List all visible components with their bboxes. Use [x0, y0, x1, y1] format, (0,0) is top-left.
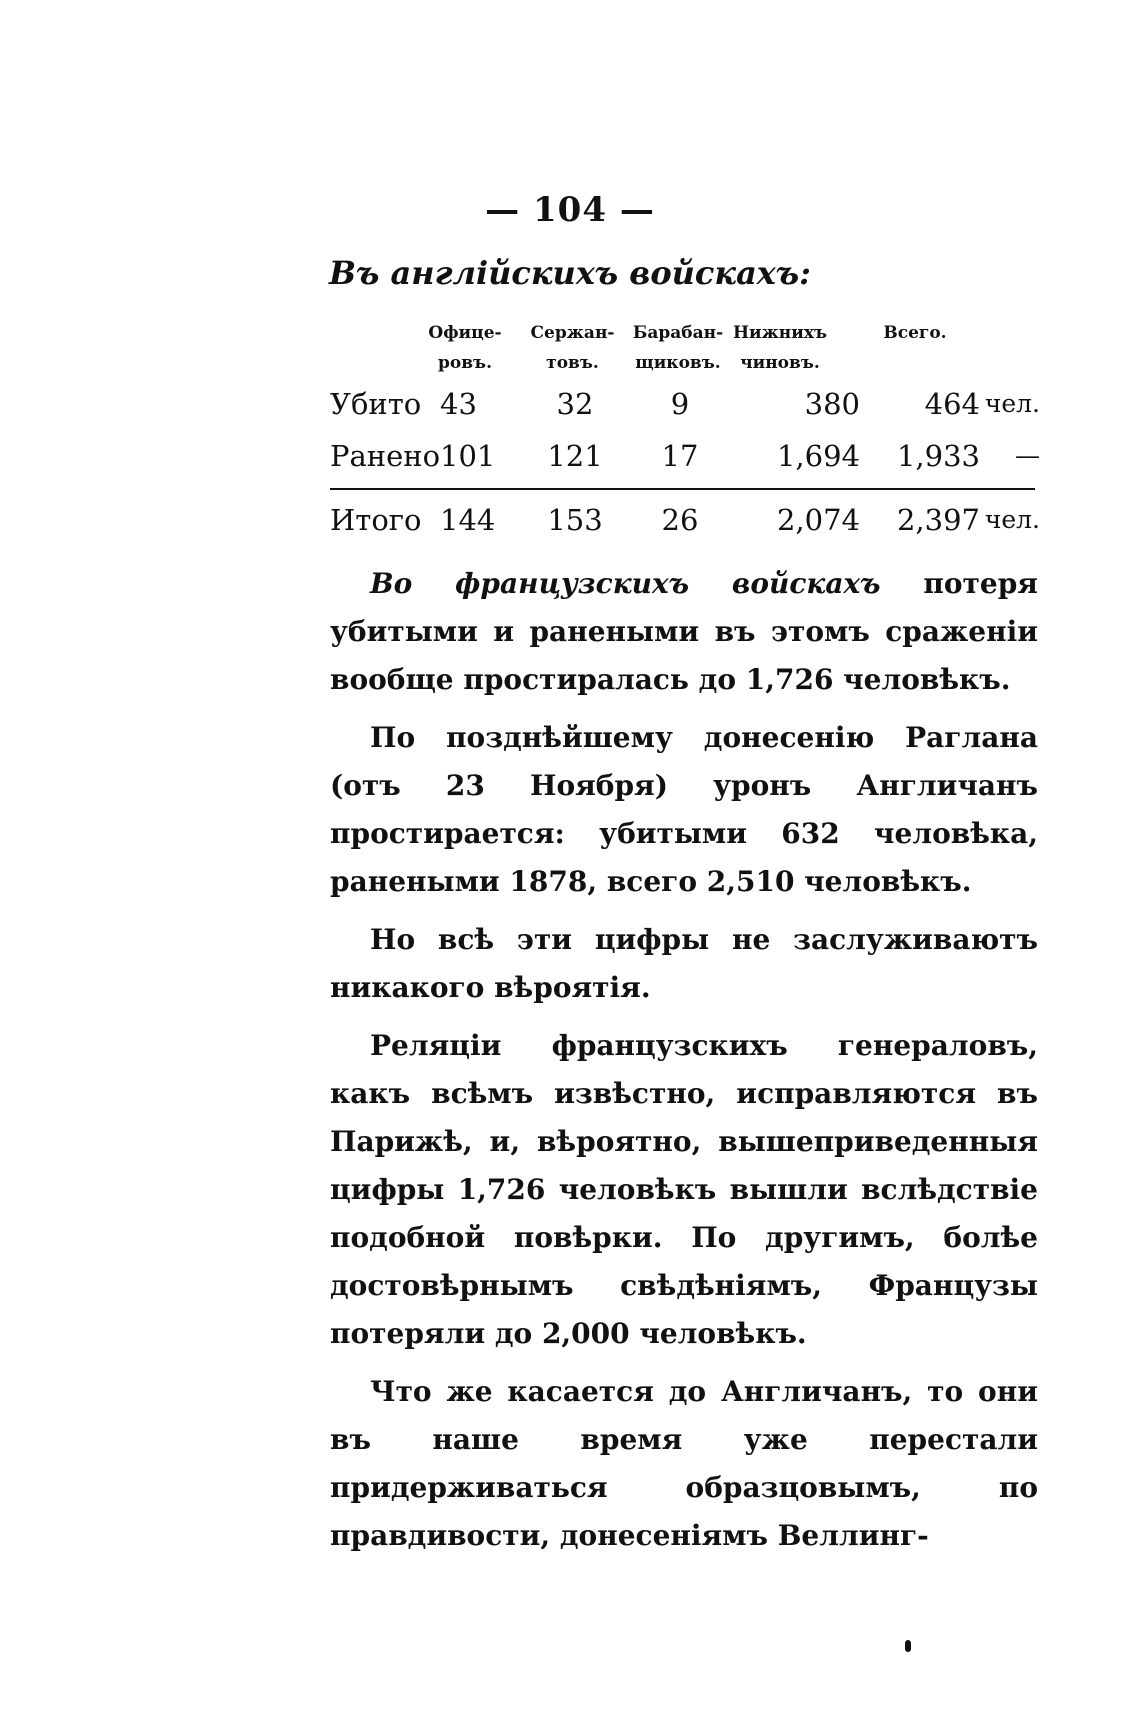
paragraph: Что же касается до Англичанъ, то они въ наше время уже перестали придерживаться образцовымъ, по правдивости, донесеніямъ Веллинг-: [330, 1375, 1038, 1552]
paragraph-lead: Во французскихъ войскахъ: [370, 567, 881, 600]
page-number: — 104 —: [485, 190, 655, 230]
section-heading: Въ англійскихъ войскахъ:: [329, 254, 811, 292]
table-header: [330, 318, 1040, 378]
table-row: [330, 430, 1040, 482]
header-sergeants-line1: Сержан-: [530, 323, 615, 343]
header-total-line1: Всего.: [883, 323, 947, 343]
cell-officers: 144: [440, 503, 496, 537]
header-officers-line1: Офице-: [428, 323, 502, 343]
header-sergeants: [525, 318, 620, 378]
cell-total: 464: [924, 387, 980, 421]
header-lower-ranks-line1: Нижнихъ: [732, 323, 828, 343]
row-label: Ранено: [330, 439, 441, 473]
cell-lower-ranks: 380: [804, 387, 860, 421]
header-drummers: [628, 318, 728, 378]
cell-officers: 101: [440, 439, 496, 473]
cell-drummers: 9: [670, 387, 690, 421]
cell-lower-ranks: 2,074: [776, 503, 860, 537]
paragraph: Реляціи французскихъ генераловъ, какъ всѣмъ извѣстно, исправляются въ Парижѣ, и, вѣроятно, вышеприведенныя цифры 1,726 человѣкъ вышли вслѣдствіе подобной повѣрки. По другимъ, болѣе достовѣрнымъ свѣдѣніямъ, Французы потеряли до 2,000 человѣкъ.: [330, 1029, 1038, 1350]
cell-sergeants: 121: [547, 439, 603, 473]
header-drummers-line1: Барабан-: [632, 323, 724, 343]
body-text: [330, 560, 1038, 1570]
header-drummers-line2: щиковъ.: [635, 353, 721, 373]
cell-unit: чел.: [984, 389, 1040, 418]
header-officers: [425, 318, 505, 378]
cell-lower-ranks: 1,694: [776, 439, 860, 473]
table-row: [330, 378, 1040, 430]
header-total: [875, 318, 955, 348]
header-officers-line2: ровъ.: [438, 353, 492, 373]
paragraph: Но всѣ эти цифры не заслуживаютъ никакого вѣроятія.: [330, 923, 1038, 1004]
header-lower-ranks-line2: чиновъ.: [740, 353, 820, 373]
cell-drummers: 17: [661, 439, 699, 473]
row-label: Убито: [330, 387, 422, 421]
cell-drummers: 26: [661, 503, 699, 537]
cell-unit: —: [1015, 441, 1040, 470]
row-label: Итого: [330, 503, 422, 537]
cell-unit: чел.: [984, 505, 1040, 534]
paragraph: [330, 560, 1038, 704]
print-mark: [905, 1640, 911, 1652]
table-divider: [330, 488, 1035, 490]
paragraph: По позднѣйшему донесенію Раглана (отъ 23 Ноября) уронъ Англичанъ простирается: убитыми 632 человѣка, ранеными 1878, всего 2,510 человѣкъ.: [330, 721, 1038, 898]
header-lower-ranks: [730, 318, 830, 378]
cell-total: 2,397: [896, 503, 980, 537]
cell-total: 1,933: [896, 439, 980, 473]
header-sergeants-line2: товъ.: [546, 353, 599, 373]
cell-sergeants: 153: [547, 503, 603, 537]
cell-officers: 43: [440, 387, 477, 421]
casualty-table: [330, 318, 1040, 546]
cell-sergeants: 32: [556, 387, 594, 421]
table-total-row: [330, 494, 1040, 546]
paragraph-rest: потеря убитыми и ранеными въ этомъ сраженіи вообще простиралась до 1,726 человѣкъ.: [330, 567, 1038, 696]
